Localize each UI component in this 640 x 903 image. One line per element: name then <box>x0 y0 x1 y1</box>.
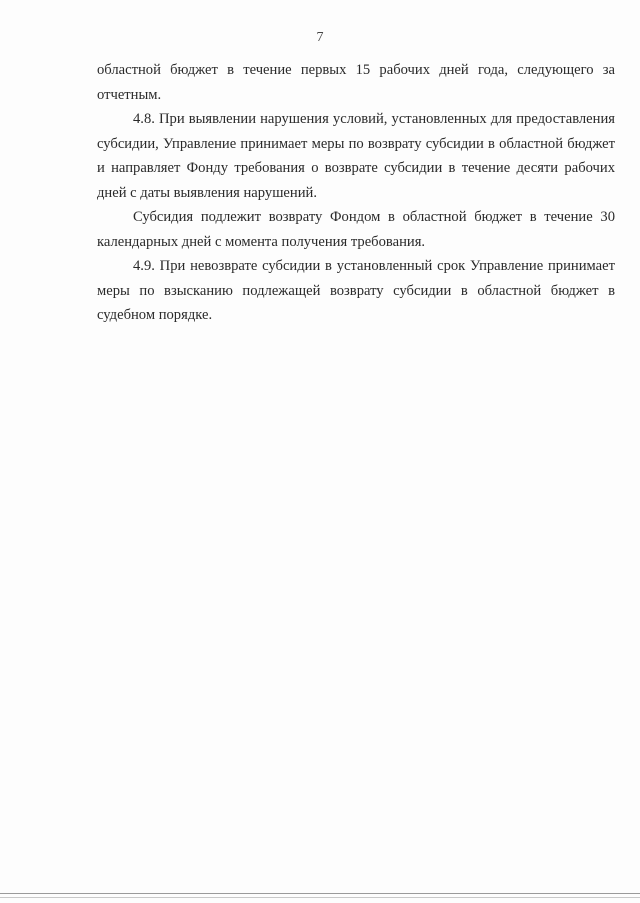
scan-edge-line <box>0 893 640 894</box>
document-body <box>97 58 615 328</box>
paragraph-continuation: областной бюджет в течение первых 15 рабочих дней года, следующего за отчетным. <box>97 62 615 103</box>
paragraph-4-8: 4.8. При выявлении нарушения условий, установленных для предоставления субсидии, Управление принимает меры по возврату субсидии в областной бюджет и направляет Фонду требования о возврате субсидии в течение десяти рабочих дней с даты выявления нарушений. <box>97 111 615 201</box>
paragraph-4-9: 4.9. При невозврате субсидии в установленный срок Управление принимает меры по взысканию подлежащей возврату субсидии в областной бюджет в судебном порядке. <box>97 258 615 323</box>
scan-edge-line-secondary <box>0 897 640 898</box>
page-number: 7 <box>316 30 324 45</box>
paragraph-refund-term: Субсидия подлежит возврату Фондом в областной бюджет в течение 30 календарных дней с момента получения требования. <box>97 209 615 250</box>
